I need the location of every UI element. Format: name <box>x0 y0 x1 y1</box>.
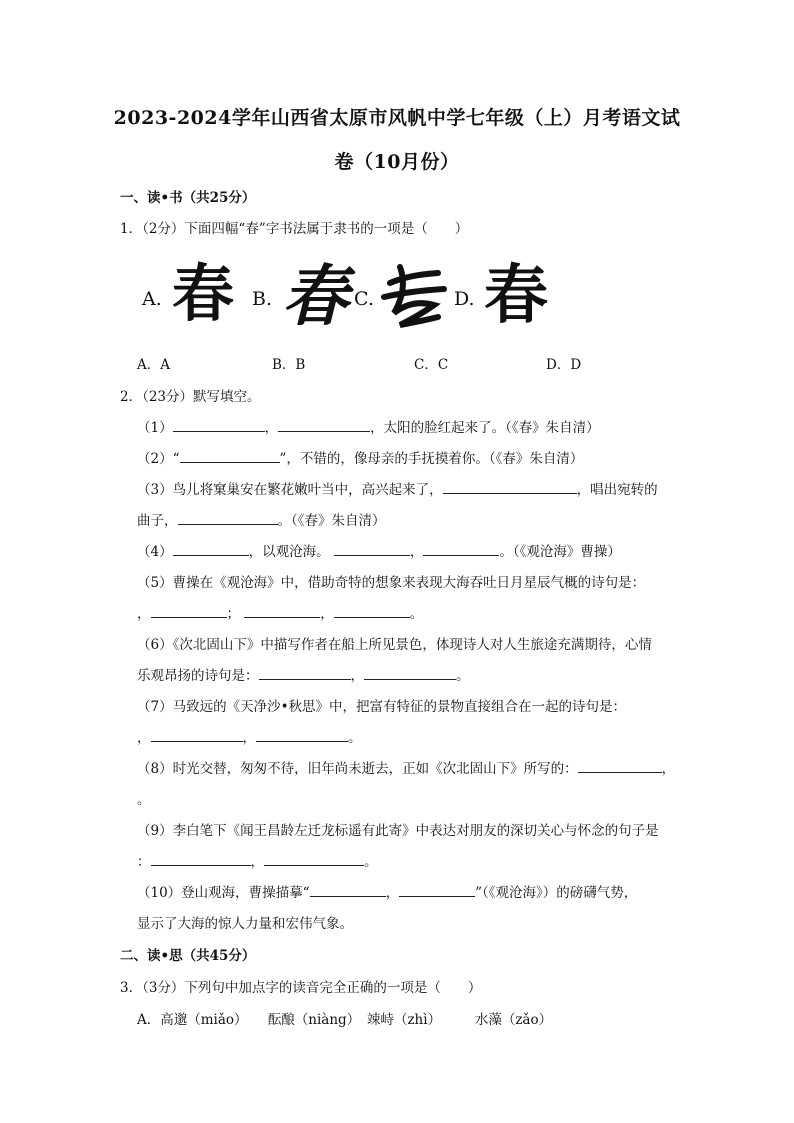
answer-blank[interactable] <box>364 666 456 680</box>
exam-title-line1: 2023-2024学年山西省太原市风帆中学七年级（上）月考语文试 <box>113 107 681 129</box>
question-1-stem: 1．（2分）下面四幅“春”字书法属于隶书的一项是（ ） <box>120 221 469 237</box>
q2-item-4: （4） ，以观沧海。 ， 。（《观沧海》曹操） <box>137 544 621 560</box>
answer-blank[interactable] <box>173 418 265 432</box>
question-3-stem: 3．（3分）下列句中加点字的读音完全正确的一项是（ ） <box>120 980 482 996</box>
q3-option-a: A．高邈（miǎo） 酝酿（niàng） 竦峙（zhì） 水藻（zǎo） <box>137 1012 553 1028</box>
q2-item-5: （5）曹操在《观沧海》中，借助奇特的想象来表现大海吞吐日月星辰气概的诗句是： <box>137 575 646 591</box>
answer-blank[interactable] <box>178 511 278 525</box>
answer-blank[interactable] <box>399 883 475 897</box>
q2-item-1: （1） ， ，太阳的脸红起来了。（《春》朱自清） <box>137 420 600 436</box>
answer-blank[interactable] <box>244 604 320 618</box>
chun-char-c-cursive <box>384 267 444 325</box>
answer-blank[interactable] <box>259 666 351 680</box>
q2-item-6-cont: 乐观昂扬的诗句是： ， 。 <box>137 668 470 684</box>
q2-item-3-cont: 曲子， 。（《春》朱自清） <box>137 513 386 529</box>
q2-item-5-cont: ， ； ， 。 <box>137 606 424 622</box>
q2-item-8: （8）时光交替，匆匆不待，旧年尚未逝去，正如《次北固山下》所写的： ， <box>137 761 676 777</box>
q2-item-10: （10）登山观海，曹操描摹“ ， ”（《观沧海》）的磅礴气势， <box>137 885 638 901</box>
answer-blank[interactable] <box>264 852 364 866</box>
q2-item-9: （9）李白笔下《闻王昌龄左迁龙标遥有此寄》中表达对朋友的深切关心与怀念的句子是 <box>137 823 659 839</box>
chun-char-b: 春 <box>282 257 348 335</box>
answer-blank[interactable] <box>423 542 499 556</box>
answer-blank[interactable] <box>180 449 280 463</box>
answer-blank[interactable] <box>151 852 251 866</box>
answer-blank[interactable] <box>334 604 410 618</box>
section-heading-thinking: 二、读•思（共45分） <box>120 948 256 964</box>
figure-label-c: C. <box>354 288 374 310</box>
q2-item-10-cont: 显示了大海的惊人力量和宏伟气象。 <box>137 916 353 932</box>
section-heading-reading: 一、读•书（共25分） <box>120 190 256 206</box>
q2-item-7: （7）马致远的《天净沙•秋思》中，把富有特征的景物直接组合在一起的诗句是： <box>137 699 627 715</box>
answer-blank[interactable] <box>443 480 577 494</box>
exam-title-line2: 卷（10月份） <box>334 151 460 173</box>
figure-label-b: B. <box>252 288 273 310</box>
q1-option-c: C．C <box>414 357 449 373</box>
q2-item-7-cont: ， ， 。 <box>137 730 362 746</box>
q2-item-8-cont: 。 <box>137 792 151 808</box>
answer-blank[interactable] <box>578 759 662 773</box>
chun-char-a: 春 <box>172 257 235 330</box>
figure-label-a: A. <box>142 288 162 310</box>
answer-blank[interactable] <box>151 604 227 618</box>
q2-item-9-cont: ： ， 。 <box>137 854 378 870</box>
answer-blank[interactable] <box>334 542 410 556</box>
q2-item-3: （3）鸟儿将窠巢安在繁花嫩叶当中，高兴起来了， ，唱出宛转的 <box>137 482 658 498</box>
q1-option-d: D．D <box>546 357 582 373</box>
q1-option-a: A．A <box>137 357 170 373</box>
q1-option-b: B．B <box>272 357 306 373</box>
chun-char-d: 春 <box>484 258 548 333</box>
answer-blank[interactable] <box>256 728 348 742</box>
q2-item-2: （2）“ ”，不错的，像母亲的手抚摸着你。（《春》朱自清） <box>137 451 584 467</box>
q2-item-6: （6）《次北固山下》中描写作者在船上所见景色，体现诗人对人生旅途充满期待，心情 <box>137 637 652 653</box>
answer-blank[interactable] <box>173 542 249 556</box>
answer-blank[interactable] <box>310 883 386 897</box>
calligraphy-figure <box>138 255 562 335</box>
answer-blank[interactable] <box>151 728 243 742</box>
answer-blank[interactable] <box>278 418 370 432</box>
figure-label-d: D. <box>454 288 475 310</box>
question-2-stem: 2．（23分）默写填空。 <box>120 389 261 405</box>
